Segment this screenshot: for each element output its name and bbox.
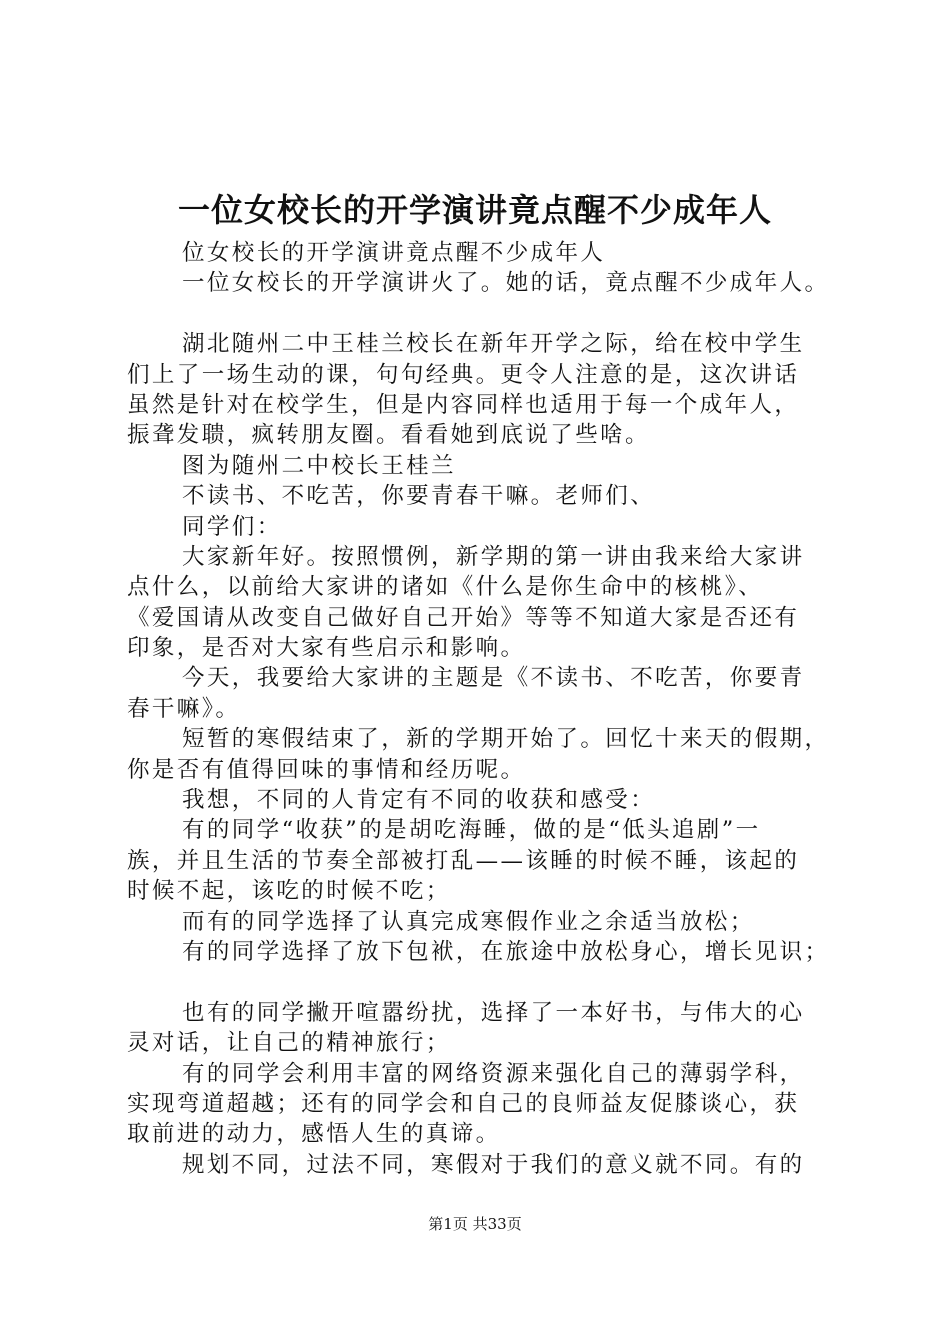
text-line: 有的同学“收获”的是胡吃海睡，做的是“低头追剧”一 <box>182 817 761 844</box>
blank-line <box>127 967 837 997</box>
text-line: 大家新年好。按照惯例，新学期的第一讲由我来给大家讲 <box>182 543 805 570</box>
text-line: 不读书、不吃苦，你要青春干嘛。老师们、 <box>182 483 656 510</box>
text-line: 振聋发聩，疯转朋友圈。看看她到底说了些啥。 <box>127 422 650 449</box>
text-line: 图为随州二中校长王桂兰 <box>182 452 456 479</box>
text-line: 虽然是针对在校学生，但是内容同样也适用于每一个成年人， <box>127 391 800 418</box>
text-line: 印象，是否对大家有些启示和影响。 <box>127 635 526 662</box>
text-line: 一位女校长的开学演讲火了。她的话，竟点醒不少成年人。 <box>182 270 830 297</box>
text-line: 灵对话，让自己的精神旅行； <box>127 1030 451 1057</box>
text-line: 规划不同，过法不同，寒假对于我们的意义就不同。有的 <box>182 1151 805 1178</box>
text-line: 也有的同学撇开喧嚣纷扰，选择了一本好书，与伟大的心 <box>182 999 805 1026</box>
text-line: 有的同学会利用丰富的网络资源来强化自己的薄弱学科， <box>182 1060 805 1087</box>
text-line: 时候不起，该吃的时候不吃； <box>127 878 451 905</box>
document-body <box>127 238 837 1180</box>
text-line: 湖北随州二中王桂兰校长在新年开学之际，给在校中学生 <box>182 331 805 358</box>
text-line: 今天，我要给大家讲的主题是《不读书、不吃苦，你要青 <box>182 665 805 692</box>
text-line: 你是否有值得回味的事情和经历呢。 <box>127 756 526 783</box>
text-line: 同学们： <box>182 513 282 540</box>
document-title: 一位女校长的开学演讲竟点醒不少成年人 <box>177 191 772 229</box>
text-line: 位女校长的开学演讲竟点醒不少成年人 <box>182 240 606 266</box>
text-line: 族，并且生活的节奏全部被打乱——该睡的时候不睡，该起的 <box>127 847 800 874</box>
text-line: 们上了一场生动的课，句句经典。更令人注意的是，这次讲话 <box>127 361 800 388</box>
text-line: 取前进的动力，感悟人生的真谛。 <box>127 1121 501 1148</box>
text-line: 点什么，以前给大家讲的诸如《什么是你生命中的核桃》、 <box>127 574 764 601</box>
text-line: 有的同学选择了放下包袱，在旅途中放松身心，增长见识； <box>182 938 830 965</box>
text-line: 《爱国请从改变自己做好自己开始》等等不知道大家是否还有 <box>127 604 800 631</box>
page-footer: 第1页 共33页 <box>428 1215 522 1233</box>
blank-line <box>127 299 837 329</box>
text-line: 实现弯道超越；还有的同学会和自己的良师益友促膝谈心，获 <box>127 1090 800 1117</box>
text-line: 而有的同学选择了认真完成寒假作业之余适当放松； <box>182 908 755 935</box>
text-line: 短暂的寒假结束了，新的学期开始了。回忆十来天的假期， <box>182 726 830 753</box>
text-line: 春干嘛》。 <box>127 695 241 722</box>
text-line: 我想，不同的人肯定有不同的收获和感受： <box>182 787 656 814</box>
